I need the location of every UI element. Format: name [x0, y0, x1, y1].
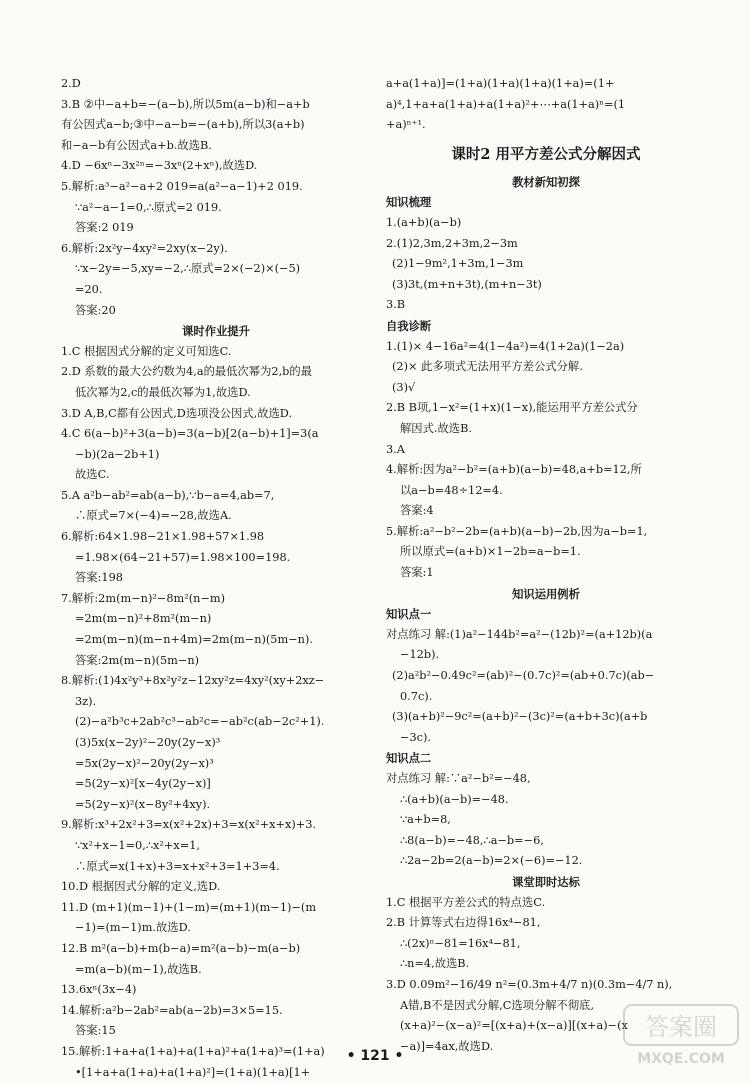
answer-line: −1)=(m−1)m.故选D.: [61, 918, 371, 939]
subsection-label: 知识梳理: [386, 192, 706, 213]
answer-line: 答案:2m(m−n)(5m−n): [61, 651, 371, 672]
answer-line: 答案:198: [61, 568, 371, 589]
answer-line: 9.解析:x³+2x²+3=x(x²+2x)+3=x(x²+x+x)+3.: [61, 815, 371, 836]
answer-line: 答案:2 019: [61, 218, 371, 239]
answer-line: 2.B 计算等式右边得16x⁴−81,: [386, 913, 706, 934]
answer-line: 1.(1)× 4−16a²=4(1−4a²)=4(1+2a)(1−2a): [386, 337, 706, 358]
answer-line: =5x(2y−x)²−20y(2y−x)³: [61, 754, 371, 775]
answer-line: =20.: [61, 280, 371, 301]
answer-line: 3.D A,B,C都有公因式,D选项没公因式,故选D.: [61, 404, 371, 425]
section-heading: 课时2 用平方差公式分解因式: [386, 136, 706, 172]
section-heading: 课堂即时达标: [386, 872, 706, 893]
answer-line: 10.D 根据因式分解的定义,选D.: [61, 877, 371, 898]
answer-line: 5.解析:a²−b²−2b=(a+b)(a−b)−2b,因为a−b=1,: [386, 522, 706, 543]
answer-line: ∴(a+b)(a−b)=−48.: [386, 790, 706, 811]
answer-line: ∴2a−2b=2(a−b)=2×(−6)=−12.: [386, 851, 706, 872]
answer-line: •[1+a+a(1+a)+a(1+a)²]=(1+a)(1+a)[1+: [61, 1063, 371, 1083]
section-heading: 课时作业提升: [61, 321, 371, 342]
answer-line: 有公因式a−b;③中−a−b=−(a+b),所以3(a+b): [61, 115, 371, 136]
answer-line: 6.解析:2x²y−4xy²=2xy(x−2y).: [61, 239, 371, 260]
subsection-label: 知识点二: [386, 748, 706, 769]
answer-line: 1.C 根据平方差公式的特点选C.: [386, 893, 706, 914]
answer-line: =5(2y−x)²[x−4y(2y−x)]: [61, 774, 371, 795]
answer-line: 15.解析:1+a+a(1+a)+a(1+a)²+a(1+a)³=(1+a): [61, 1042, 371, 1063]
answer-line: 答案:1: [386, 563, 706, 584]
answer-line: 和−a−b有公因式a+b.故选B.: [61, 136, 371, 157]
answer-line: 解因式.故选B.: [386, 419, 706, 440]
answer-line: 2.D: [61, 74, 371, 95]
answer-line: =2m(m−n)(m−n+4m)=2m(m−n)(5m−n).: [61, 630, 371, 651]
answer-line: 3.D 0.09m²−16/49 n²=(0.3m+4/7 n)(0.3m−4/7 n),: [386, 975, 706, 996]
answer-line: 1.C 根据因式分解的定义可知选C.: [61, 342, 371, 363]
answer-line: 3z).: [61, 692, 371, 713]
answer-line: (2)a²b²−0.49c²=(ab)²−(0.7c)²=(ab+0.7c)(ab−: [386, 666, 706, 687]
answer-line: −a)]=4ax,故选D.: [386, 1037, 706, 1058]
answer-line: 2.D 系数的最大公约数为4,a的最低次幂为2,b的最: [61, 362, 371, 383]
answer-line: =m(a−b)(m−1),故选B.: [61, 960, 371, 981]
answer-line: 4.解析:因为a²−b²=(a+b)(a−b)=48,a+b=12,所: [386, 460, 706, 481]
answer-line: 7.解析:2m(m−n)²−8m²(n−m): [61, 589, 371, 610]
answer-line: ∵x−2y=−5,xy=−2,∴原式=2×(−2)×(−5): [61, 259, 371, 280]
answer-line: 0.7c).: [386, 687, 706, 708]
section-heading: 教材新知初探: [386, 172, 706, 193]
answer-line: 4.D −6xⁿ−3x²ⁿ=−3xⁿ(2+xⁿ),故选D.: [61, 156, 371, 177]
answer-line: ∴原式=x(1+x)+3=x+x²+3=1+3=4.: [61, 857, 371, 878]
answer-line: 5.解析:a³−a²−a+2 019=a(a²−a−1)+2 019.: [61, 177, 371, 198]
answer-line: ∵x²+x−1=0,∴x²+x=1,: [61, 836, 371, 857]
answer-line: (2)−a²b³c+2ab²c³−ab²c=−ab²c(ab−2c²+1).: [61, 712, 371, 733]
answer-line: +a)ⁿ⁺¹.: [386, 115, 706, 136]
answer-line: ∵a+b=8,: [386, 810, 706, 831]
answer-line: 3.B: [386, 295, 706, 316]
answer-line: =2m(m−n)²+8m²(m−n): [61, 609, 371, 630]
watermark-logo: [622, 1003, 740, 1069]
answer-line: (3)5x(x−2y)²−20y(2y−x)³: [61, 733, 371, 754]
answer-line: (3)3t,(m+n+3t),(m+n−3t): [386, 275, 706, 296]
answer-line: −3c).: [386, 728, 706, 749]
right-column: [386, 74, 706, 1057]
answer-line: 6.解析:64×1.98−21×1.98+57×1.98: [61, 527, 371, 548]
answer-line: 12.B m²(a−b)+m(b−a)=m²(a−b)−m(a−b): [61, 939, 371, 960]
answer-line: 低次幂为2,c的最低次幂为1,故选D.: [61, 383, 371, 404]
answer-line: 所以原式=(a+b)×1−2b=a−b=1.: [386, 542, 706, 563]
answer-line: 答案:20: [61, 301, 371, 322]
answer-line: 13.6xⁿ(3x−4): [61, 980, 371, 1001]
answer-line: 2.(1)2,3m,2+3m,2−3m: [386, 234, 706, 255]
answer-line: 14.解析:a²b−2ab²=ab(a−2b)=3×5=15.: [61, 1001, 371, 1022]
answer-line: 答案:15: [61, 1021, 371, 1042]
left-column: [61, 74, 371, 1083]
answer-line: 3.A: [386, 440, 706, 461]
answer-line: 2.B B项,1−x²=(1+x)(1−x),能运用平方差公式分: [386, 398, 706, 419]
answer-line: 3.B ②中−a+b=−(a−b),所以5m(a−b)和−a+b: [61, 95, 371, 116]
answer-line: =5(2y−x)²(x−8y²+4xy).: [61, 795, 371, 816]
answer-line: 5.A a²b−ab²=ab(a−b),∵b−a=4,ab=7,: [61, 486, 371, 507]
subsection-label: 自我诊断: [386, 316, 706, 337]
answer-line: =1.98×(64−21+57)=1.98×100=198.: [61, 548, 371, 569]
svg-text:MXQE.COM: MXQE.COM: [637, 1051, 725, 1067]
answer-line: 对点练习 解:∵a²−b²=−48,: [386, 769, 706, 790]
answer-line: −b)(2a−2b+1): [61, 445, 371, 466]
answer-line: 故选C.: [61, 465, 371, 486]
answer-line: 以a−b=48÷12=4.: [386, 481, 706, 502]
subsection-label: 知识点一: [386, 604, 706, 625]
answer-line: a+a(1+a)]=(1+a)(1+a)(1+a)(1+a)=(1+: [386, 74, 706, 95]
answer-line: 1.(a+b)(a−b): [386, 213, 706, 234]
page-number: • 121 •: [0, 1048, 750, 1064]
answer-line: (2)1−9m²,1+3m,1−3m: [386, 254, 706, 275]
answer-line: a)⁴,1+a+a(1+a)+a(1+a)²+⋯+a(1+a)ⁿ=(1: [386, 95, 706, 116]
answer-line: ∴(2x)ⁿ−81=16x⁴−81,: [386, 934, 706, 955]
section-heading: 知识运用例析: [386, 584, 706, 605]
answer-line: 对点练习 解:(1)a²−144b²=a²−(12b)²=(a+12b)(a: [386, 625, 706, 646]
answer-line: ∴n=4,故选B.: [386, 954, 706, 975]
answer-line: −12b).: [386, 645, 706, 666]
svg-text:答案圈: 答案圈: [645, 1013, 717, 1041]
answer-line: 答案:4: [386, 501, 706, 522]
answer-line: ∵a²−a−1=0,∴原式=2 019.: [61, 198, 371, 219]
answer-line: (2)× 此多项式无法用平方差公式分解.: [386, 357, 706, 378]
answer-line: (3)(a+b)²−9c²=(a+b)²−(3c)²=(a+b+3c)(a+b: [386, 707, 706, 728]
answer-line: 4.C 6(a−b)²+3(a−b)=3(a−b)[2(a−b)+1]=3(a: [61, 424, 371, 445]
answer-line: ∴8(a−b)=−48,∴a−b=−6,: [386, 831, 706, 852]
answer-line: (x+a)²−(x−a)²=[(x+a)+(x−a)][(x+a)−(x: [386, 1016, 706, 1037]
answer-line: 11.D (m+1)(m−1)+(1−m)=(m+1)(m−1)−(m: [61, 898, 371, 919]
answer-line: A错,B不是因式分解,C选项分解不彻底,: [386, 996, 706, 1017]
answer-line: (3)√: [386, 378, 706, 399]
answer-line: 8.解析:(1)4x²y³+8x²y²z−12xy²z=4xy²(xy+2xz−: [61, 671, 371, 692]
answer-line: ∴原式=7×(−4)=−28,故选A.: [61, 506, 371, 527]
